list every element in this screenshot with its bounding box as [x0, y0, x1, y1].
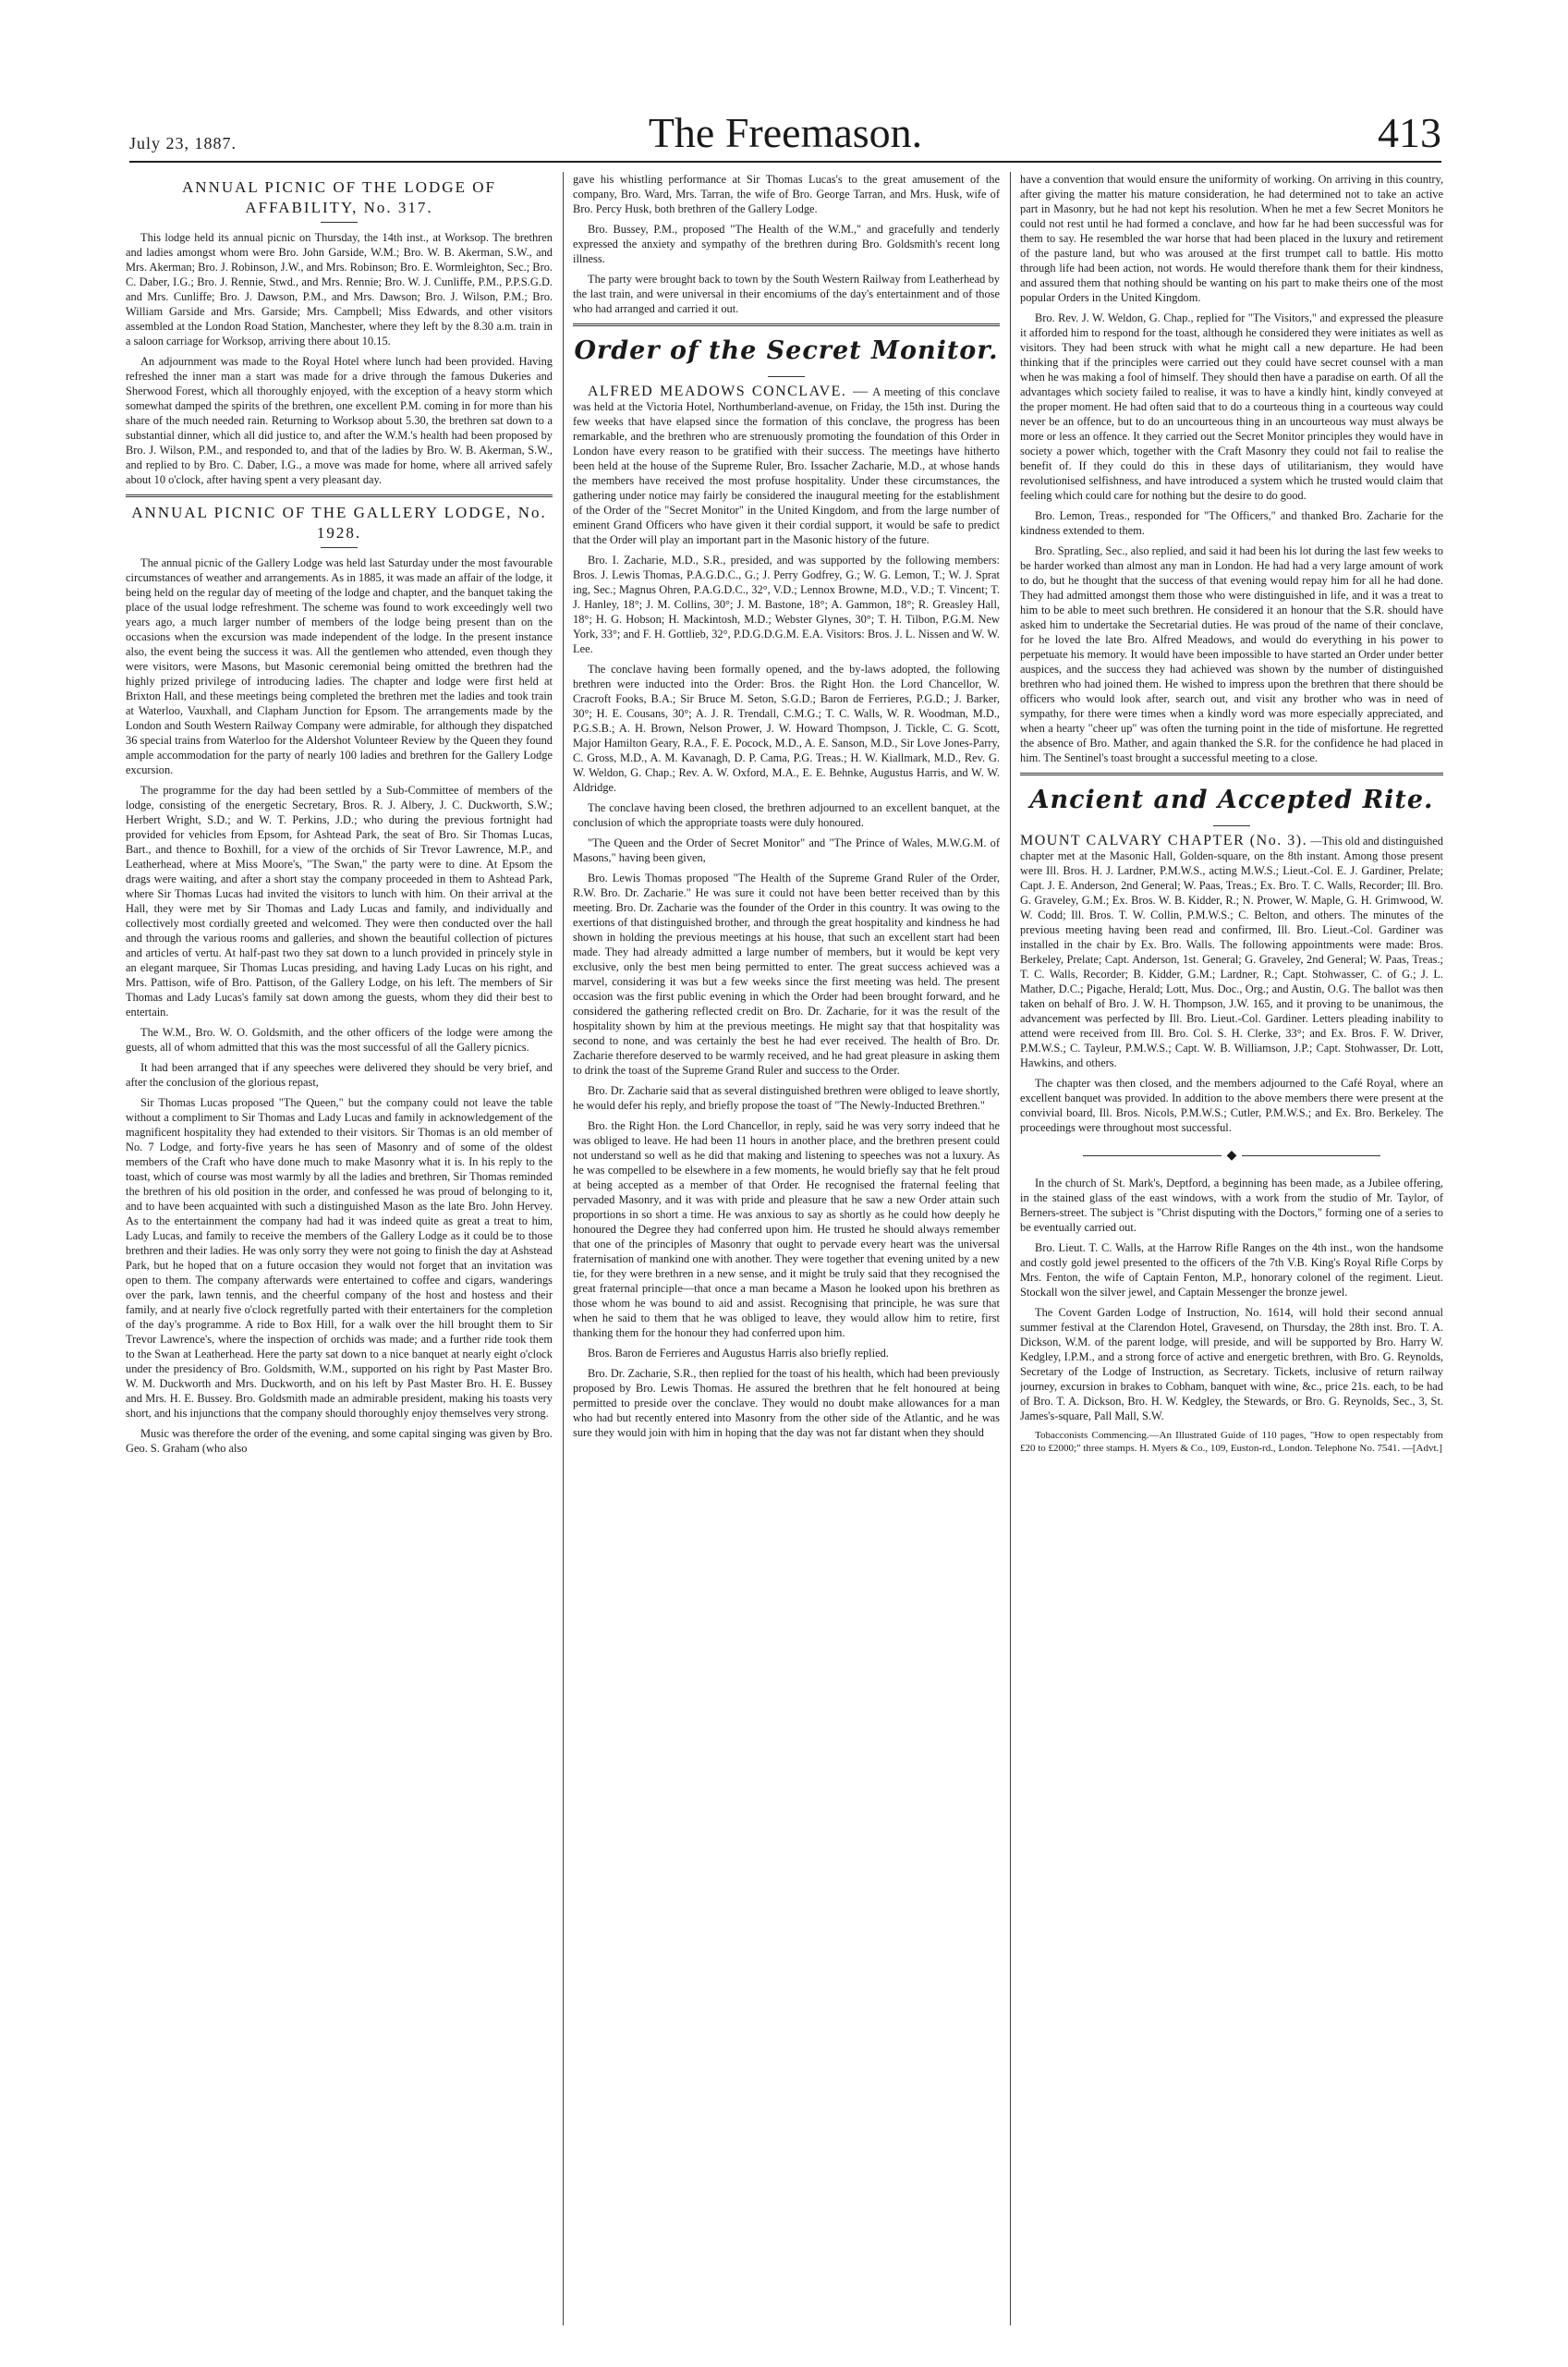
- article-paragraph: It had been arranged that if any speeches were delivered they should be very brief, and after the conclusion of the glorious repast,: [126, 1061, 553, 1089]
- article-paragraph: The conclave having been formally opened, and the by-laws adopted, the following brethren were inducted into the Order: Bros. the Right Hon. the Lord Chancellor, W. Cracroft Fooks, B.A.; Sir Bruce M. Seton, S.G.D.; Baron de Ferrieres, P.G.D.; J. Barker, 30°; H. E. Cousans, 30°; A. J. R. Trendall, C.M.G.; T. C. Walls, W. R. Woodman, M.D., P.G.S.B.; A. H. Brown, Nelson Prower, J. W. Howard Thompson, J. Tickle, C. G. Scott, Major Hamilton Geary, R.A., F. E. Pocock, M.D., A. E. Sanson, M.D., Sir Love Jones-Parry, C. Gross, M.D., A. M. Kavanagh, D. P. Cama, P.G. Treas.; H. W. Kiallmark, M.D., Rev. G. W. Weldon, G. Chap.; Rev. A. W. Oxford, M.A., E. E. Behnke, Augustus Harris, and W. W. Aldridge.: [573, 663, 1000, 794]
- news-item: The Covent Garden Lodge of Instruction, No. 1614, will hold their second annual summer festival at the Clarendon Hotel, Gravesend, on Thursday, the 28th inst. Bro. T. A. Dickson, W.M. of the parent lodge, will preside, and will be supported by Bro. Harry W. Kedgley, I.P.M., and a strong force of active and energetic brethren, with Bro. G. Reynolds, Secretary of the Lodge of Instruction, as Secretary. Tickets, inclusive of return railway journey, excursion in brakes to Cobham, banquet with wine, &c., price 21s. each, to be had of Bro. T. A. Dickson, Bro. H. W. Kedgley, the Stewards, or Bro. G. Reynolds, Sec., 3, St. James's-square, Pall Mall, S.W.: [1020, 1306, 1443, 1423]
- advertisement: Tobacconists Commencing.—An Illustrated Guide of 110 pages, "How to open respectably from £20 to £2000;" three stamps. H. Myers & Co., 109, Euston-rd., London. Telephone No. 7541. —[Advt.]: [1020, 1430, 1443, 1455]
- article-paragraph: Bro. Lewis Thomas proposed "The Health of the Supreme Grand Ruler of the Order, R.W. Bro. Dr. Zacharie." He was sure it could not have been better received than by this meeting. Bro. Dr. Zacharie was the founder of the Order in this country. It was owing to the exertions of that distinguished brother, and through the great hospitality and kindness he had shown in holding the previous meetings at his house, that such an excellent start had been made. They had already admitted a large number of members, but it would be kept very exclusive, only the best men being permitted to enter. The great success achieved was a marvel, considering it was but a few weeks since the first meeting was held. The present occasion was the first public evening in which the Order had been brought forward, and he considered the gathering reflected credit on Bro. Dr. Zacharie, for it was the result of the hospitality shown by him at the previous meetings. He might say that that hospitality was second to none, and was certainly the best he had ever received. The health of Bro. Dr. Zacharie therefore deserved to be warmly received, and he had great pleasure in asking them to drink the toast of the Supreme Grand Ruler and success to the Order.: [573, 872, 1000, 1077]
- article-title-affability: ANNUAL PICNIC OF THE LODGE OF AFFABILITY, No. 317.: [182, 178, 496, 216]
- publication-title: The Freemason.: [648, 109, 923, 156]
- column-divider: [563, 172, 564, 2325]
- article-text: A meeting of this conclave was held at the Victoria Hotel, Northumberland-avenue, on Friday, the 15th inst. During the few weeks that have elapsed since the formation of this conclave, the progress has been remarkable, and the brethren who are strenuously promoting the foundation of this Order in London have every reason to be gratified with their success. The meetings have hitherto been held at the house of the Supreme Ruler, Bro. Issacher Zacharie, M.D., at whose hands the members have received the most profuse hospitality. Under these circumstances, the gathering under notice may fairly be considered the inaugural meeting for the establishment of the Order of the "Secret Monitor" in the United Kingdom, and from the large number of eminent Grand Officers who have given it their cordial support, it would be safe to predict that the Order will play an important part in the Masonic history of the future.: [573, 385, 1000, 546]
- column-3: [1020, 172, 1443, 2325]
- article-paragraph: have a convention that would ensure the uniformity of working. On arriving in this country, after giving the matter his mature consideration, he had determined not to take an active part in Masonry, but he had not kept his resolution. When he met a few Secret Monitors he could not rest until he had formed a conclave, and how far he had been successful was for them to say. He resembled the war horse that had been placed in the luxury and retirement of the pasture land, but who was aroused at the first trumpet call to battle. His motto through life had been action, not words. He would therefore thank them for their kindness, and assured them that nothing should be wanting on his part to make theirs one of the most popular Orders in the United Kingdom.: [1020, 173, 1443, 304]
- news-item: Bro. Lieut. T. C. Walls, at the Harrow Rifle Ranges on the 4th inst., won the handsome and costly gold jewel presented to the officers of the 7th V.B. King's Royal Rifle Corps by Mrs. Fenton, the wife of Captain Fenton, M.P., honorary colonel of the regiment. Lieut. Stockall won the silver jewel, and Captain Messenger the bronze jewel.: [1020, 1241, 1443, 1299]
- article-paragraph: Bro. Spratling, Sec., also replied, and said it had been his lot during the last few weeks to be harder worked than almost any man in London. He had had a very large amount of work to do, but he thought that the success of that evening would repay him for all he had done. They had admitted amongst them those who were distinguished in life, and it was a treat to him to be able to meet such brethren. He considered it an honour that the S.R. should have asked him to undertake the Secretarial duties. He was proud of the name of their conclave, for he loved the late Bro. Alfred Meadows, and would do everything in his power to perpetuate his memory. It would have been impossible to have started an Order under better auspices, and the success they had achieved was shown by the number of distinguished brethren who had joined them. He wished to impress upon the brethren that there should be officers who would look after, search out, and visit any brother who was in need of sympathy, for there were times when a kindly word was more especially appreciated, and when a hearty "cheer up" was often the turning point in the tide of misfortune. He regretted the absence of Bro. Mather, and again thanked the S.R. for the confidence he had placed in him. The Sentinel's toast brought a successful meeting to a close.: [1020, 544, 1443, 764]
- article-lead: ALFRED MEADOWS CONCLAVE. —: [588, 384, 869, 399]
- column-divider: [1010, 172, 1011, 2325]
- section-title-secret-monitor: Order of the Secret Monitor.: [574, 336, 999, 365]
- article-paragraph: Bros. Baron de Ferrieres and Augustus Harris also briefly replied.: [588, 1347, 889, 1360]
- article-text: —This old and distinguished chapter met at the Masonic Hall, Golden-square, on the 8th instant. Among those present were Ill. Bros. H. J. Lardner, P.M.W.S., acting M.W.S.; Lieut.-Col. E. J. Gardiner, Prelate; Capt. J. E. Anderson, 2nd General; W. Paas, Treas.; Ex. Bro. T. C. Walls, Recorder; Ill. Bro. G. Graveley, G.M.; Ex. Bros. W. B. Kidder, R.; N. Prower, W. Maple, G. H. Grimwood, W. W. Codd; Ill. Bros. T. W. Collin, P.M.W.S.; C. Belton, and others. The minutes of the previous meeting having been read and confirmed, Ill. Bro. Lieut.-Col. Gardiner was installed in the chair by Ex. Bro. Walls. The following appointments were made: Bros. Berkeley, Prelate; Capt. Anderson, 1st. General; G. Graveley, 2nd General; W. Paas, Treas.; T. C. Walls, Recorder; B. Kidder, G.M.; Lardner, R.; Capt. Stohwasser, C. of G.; J. L. Mather, D.C.; Pigache, Herald; Lott, Mus. Doc., Org.; and Austin, O.G. The ballot was then taken on behalf of Bro. J. W. H. Thompson, J.W. 165, and it proving to be unanimous, the advancement was perfected by Ill. Bro. Lieut.-Col. Gardiner. Letters pleading inability to attend were received from Ill. Bro. Col. S. H. Clerke, 33°; and Ex. Bros. F. W. Driver, P.M.W.S.; C. Tayleur, P.M.W.S.; Capt. W. B. Williamson, J.P.; Capt. Stohwasser, Dr. Lott, Hawkins, and others.: [1020, 835, 1443, 1069]
- article-paragraph: Bro. Bussey, P.M., proposed "The Health of the W.M.," and gracefully and tenderly expressed the anxiety and sympathy of the brethren during Bro. Goldsmith's recent long illness.: [573, 223, 1000, 265]
- article-paragraph: Bro. Lemon, Treas., responded for "The Officers," and thanked Bro. Zacharie for the kindness extended to them.: [1020, 509, 1443, 537]
- article-separator: [126, 494, 553, 497]
- section-separator: [573, 323, 1000, 326]
- article-paragraph: The annual picnic of the Gallery Lodge was held last Saturday under the most favourable circumstances of weather and arrangements. As in 1885, it was made an affair of the lodge, it being held on the regular day of meeting of the lodge and chapter, and the banquet taking the place of the usual lodge refreshment. The scheme was found to work exceedingly well two years ago, a much larger number of members of the lodge being present than on the occasions when the excursion was made independent of the lodge. In the present instance also, the event being the success it was. All the gentlemen who attended, even though they were visitors, were Masons, but Masonic ceremonial being omitted the brethren had the highly prized privilege of introducing ladies. The chapter and lodge were first held at Brixton Hall, and these meetings being completed the brethren met the ladies and took train at Waterloo, Vauxhall, and Clapham Junction for Epsom. The arrangements made by the London and South Western Railway Company were admirable, for although they dispatched 36 special trains from Waterloo for the Aldershot Volunteer Review by the Queen they found ample accommodation for the party of nearly 100 ladies and brethren for the Gallery Lodge excursion.: [126, 556, 553, 776]
- article-paragraph: Bro. Dr. Zacharie said that as several distinguished brethren were obliged to leave shortly, he would defer his reply, and briefly propose the toast of "The Newly-Inducted Brethren.": [573, 1084, 1000, 1112]
- article-paragraph: An adjournment was made to the Royal Hotel where lunch had been provided. Having refreshed the inner man a start was made for a drive through the famous Dukeries and Sherwood Forest, which all thoroughly enjoyed, with the exception of a heavy storm which somewhat damped the spirits of the brethren, one excellent P.M. coming in for more than his share of the much needed rain. Returning to Worksop about 5.30, the brethren sat down to a substantial dinner, which all did justice to, and after the W.M.'s health had been proposed by Bro. J. Wilson, P.M., and responded to, and that of the ladies by Bro. W. B. Akerman, S.W., and replied to by Bro. C. Daber, I.G., a move was made for home, where all arrived safely about 10 o'clock, after having spent a very pleasant day.: [126, 355, 553, 486]
- masthead: [129, 109, 1441, 157]
- article-paragraph: "The Queen and the Order of Secret Monitor" and "The Prince of Wales, M.W.G.M. of Masons," having been given,: [573, 836, 1000, 864]
- article-paragraph: The W.M., Bro. W. O. Goldsmith, and the other officers of the lodge were among the guests, all of whom admitted that this was the most successful of all the Gallery picnics.: [126, 1026, 553, 1054]
- page-number: 413: [1378, 109, 1441, 156]
- title-dash: [321, 547, 358, 548]
- title-dash: [768, 376, 805, 377]
- article-paragraph: Bro. Dr. Zacharie, S.R., then replied for the toast of his health, which had been previously proposed by Bro. Lewis Thomas. He assured the brethren that he felt honoured at being permitted to preside over the conclave. They would no doubt make allowances for a man who had but recently entered into Masonry from the other side of the Atlantic, and he was sure they would join with him in hoping that the day was not far distant when they should: [573, 1367, 1000, 1439]
- article-paragraph: The conclave having been closed, the brethren adjourned to an excellent banquet, at the conclusion of which the appropriate toasts were duly honoured.: [573, 801, 1000, 829]
- article-title-gallery: ANNUAL PICNIC OF THE GALLERY LODGE, No. 1928.: [131, 504, 547, 542]
- section-separator: [1020, 773, 1443, 775]
- issue-date: July 23, 1887.: [129, 134, 237, 153]
- article-paragraph: [1020, 834, 1443, 1070]
- article-paragraph: The chapter was then closed, and the members adjourned to the Café Royal, where an excellent banquet was provided. In addition to the above members there were present at the convivial board, Ill. Bros. Nicols, P.M.W.S.; Cutler, P.M.W.S.; and Ex. Bro. Berkeley. The proceedings were throughout most successful.: [1020, 1077, 1443, 1134]
- article-paragraph: Bro. the Right Hon. the Lord Chancellor, in reply, said he was very sorry indeed that he was obliged to leave. He had been 11 hours in another place, and the brethren present could not understand so well as he did that making and listening to speeches was not a luxury. As he was compelled to be elsewhere in a few moments, he would briefly say that he felt proud at being accepted as a member of that Order. He recognised the fraternal feeling that pervaded Masonry, and it was with pride and pleasure that he saw a new Order attain such proportions in so short a time. He was anxious to say as shortly as he could how deeply he honoured the Degree they had conferred upon him. He trusted he should always remember that one of the principles of Masonry that ought to pervade every heart was the universal fraternisation of mankind one with another. They were together that evening united by a new tie, for they were brethren in a new sense, and it might be truly said that they recognised the great fraternal principle—that once a man became a Mason he looked upon his brethren as those whom he was bound to aid and assist. Recognising that principle, he was sure that when he said to them that he was obliged to leave, they would allow him to retire, first thanking them for the honour they had conferred upon him.: [573, 1119, 1000, 1339]
- title-dash: [321, 222, 358, 223]
- article-paragraph: The party were brought back to town by the South Western Railway from Leatherhead by the last train, and were universal in their encomiums of the day's entertainment and of those who had arranged and carried it out.: [573, 273, 1000, 315]
- article-paragraph: gave his whistling performance at Sir Thomas Lucas's to the great amusement of the company, Bro. Ward, Mrs. Tarran, the wife of Bro. George Tarran, and Mrs. Husk, wife of Bro. Percy Husk, both brethren of the Gallery Lodge.: [573, 173, 1000, 215]
- news-item: In the church of St. Mark's, Deptford, a beginning has been made, as a Jubilee offering, in the stained glass of the east windows, with a work from the studio of Mr. Taylor, of Berners-street. The subject is "Christ disputing with the Doctors," forming one of a series to be eventually carried out.: [1020, 1177, 1443, 1235]
- article-paragraph: The programme for the day had been settled by a Sub-Committee of members of the lodge, consisting of the energetic Secretary, Bros. R. J. Albery, J. C. Duckworth, S.W.; Herbert Wright, S.D.; and W. T. Perkins, J.D.; who during the previous fortnight had provided for vehicles from Epsom, for Ashtead Park, the seat of Bro. Sir Thomas Lucas, Bart., and thence to Boxhill, for a view of the orchids of Sir Trevor Lawrence, M.P., and Leatherhead, where at Miss Moore's, "The Swan," the party were to dine. At Epsom the drags were waiting, and after a short stay the company proceeded in them to Ashtead Park, where Sir Thomas Lucas had invited the visitors to lunch with him. On their arrival at the Hall, they were met by Sir Thomas and Lady Lucas and family, and individually and collectively most cordially greeted and welcomed. They were then conducted over the hall and through the various rooms and galleries, and shown the beautiful collection of pictures and articles of vertu. At half-past two they sat down to a lunch provided in princely style in an elegant marquee, Sir Thomas Lucas presiding, and having Lady Lucas on his right, and Mrs. Pattison, wife of Bro. Pattison, of the Gallery Lodge, on his left. The members of Sir Thomas and Lady Lucas's family sat down among the guests, whom they did their best to entertain.: [126, 784, 553, 1019]
- section-title-ancient-rite: Ancient and Accepted Rite.: [1029, 786, 1434, 814]
- article-lead: MOUNT CALVARY CHAPTER (No. 3).: [1020, 833, 1308, 848]
- column-2: [573, 172, 1000, 2325]
- column-1: [126, 172, 553, 2325]
- article-paragraph: Music was therefore the order of the evening, and some capital singing was given by Bro. Geo. S. Graham (who also: [126, 1427, 553, 1455]
- ornamental-divider: ◆: [1020, 1148, 1443, 1165]
- masthead-rule: [129, 161, 1441, 163]
- article-paragraph: This lodge held its annual picnic on Thursday, the 14th inst., at Worksop. The brethren and ladies amongst whom were Bro. John Garside, W.M.; Bro. W. B. Akerman, S.W., and Mrs. Akerman; Bro. J. Robinson, J.W., and Mrs. Robinson; Bro. E. Wormleighton, Sec.; Bro. C. Daber, I.G.; Bro. J. Rennie, Stwd., and Mrs. Rennie; Bro. W. J. Cunliffe, P.M., P.P.S.G.D. and Mrs. Cunliffe; Bro. J. Dawson, P.M., and Mrs. Dawson; Bro. J. Wilson, P.M.; Bro. William Garside and Mrs. Garside; Mrs. Campbell; Miss Edwards, and other visitors assembled at the London Road Station, Manchester, where they left by the 8.30 a.m. train in a saloon carriage for Worksop, arriving there about 10.15.: [126, 231, 553, 348]
- article-paragraph: Bro. I. Zacharie, M.D., S.R., presided, and was supported by the following members: Bros. J. Lewis Thomas, P.A.G.D.C., G.; J. Perry Godfrey, G.; W. G. Lemon, T.; W. J. Sprat ing, Sec.; Magnus Ohren, P.A.G.D.C., 32°, V.D.; Lennox Browne, M.D., V.D.; T. Vincent; T. J. Hanley, 18°; J. M. Collins, 30°; J. M. Bastone, 18°; A. Gammon, 18°; R. Greasley Hall, 18°; H. G. Hobson; H. Mackintosh, M.D.; Webster Glynes, 30°; T. H. Tilbon, P.G.M. New York, 33°; and F. H. Gottlieb, 32°, P.D.G.D.G.M. E.A. Visitors: Bros. J. L. Nissen and W. W. Lee.: [573, 554, 1000, 655]
- article-paragraph: Sir Thomas Lucas proposed "The Queen," but the company could not leave the table without a compliment to Sir Thomas and Lady Lucas and family in acknowledgement of the magnificent hospitality they had extended to their visitors. Sir Thomas is an old member of No. 7 Lodge, and forty-five years he has seen of Masonry and of some of the oldest members of the Craft who have done much to make Masonry what it is. In his reply to the toast, which of course was most warmly by all the ladies and brethren, Sir Thomas reminded the brethren of his old position in the order, and confessed he was proud of belonging to it, and to have been acquainted with such a distinguished Mason as the late Bro. John Hervey. As to the entertainment the company had had it was indeed quite as great a treat to him, Lady Lucas, and family to receive the members of the Gallery Lodge as it could be to those brethren and their ladies. He was only sorry they were not going to finish the day at Ashstead Park, but he hoped that on a future occasion they would not forget that an invitation was open to them. The company afterwards were entertained to coffee and cigars, wanderings over the park, lawn tennis, and the cheerful company of the host and hostess and their family, and at nearly five o'clock regretfully parted with their entertainers for the completion of the day's programme. A ride to Box Hill, for a walk over the hill brought them to Sir Trevor Lawrence's, where the inspection of orchids was made; and a further ride took them to the Swan at Leatherhead. Here the party sat down to a nice banquet at nearly eight o'clock under the presidency of Bro. Goldsmith, W.M., supported on his right by Past Master Bro. W. M. Duckworth and Mrs. Duckworth, and on his left by Past Master Bro. H. E. Bussey and Mrs. H. E. Bussey. Bro. Goldsmith made an admirable president, making his toasts very short, and his injunctions that the company should thoroughly enjoy themselves very strong.: [126, 1096, 553, 1420]
- article-paragraph: [573, 384, 1000, 547]
- title-dash: [1213, 825, 1250, 826]
- article-paragraph: Bro. Rev. J. W. Weldon, G. Chap., replied for "The Visitors," and expressed the pleasure it afforded him to respond for the toast, although he considered they were initiates as well as visitors. They had been struck with what he might call a new departure. He had been thinking that if the principles were carried out they could have secret counsel with a man when he was making a fool of himself. They should then have a paradise on earth. Of all the advantages which society failed to realise, it was to have a kindly hint, kindly conveyed at the proper moment. He had often said that to do a courteous thing in a courteous way could never be an offence, but to do an uncourteous thing in an uncourteous way must always be more or less an offence. It they carried out the Secret Monitor principles they would have in society a power which, together with the Craft Masonry they could not fail to realise the benefit of. If they could do this in these days of utilitarianism, they would have revolutionised selfishness, and have introduced a system which he trusted would claim that feeling which could care for nothing but the desire to do good.: [1020, 311, 1443, 502]
